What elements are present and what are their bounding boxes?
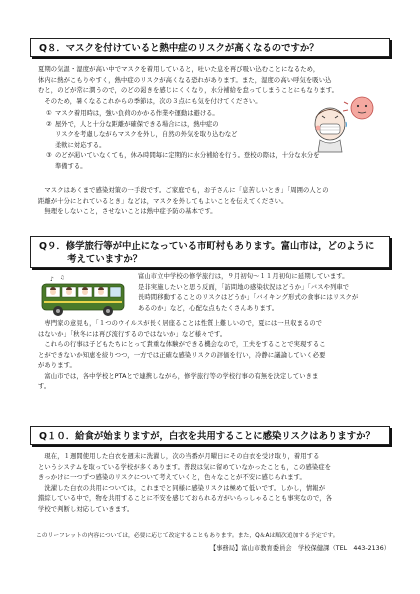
q9-intro-line: 長時間移動することのリスクはどうか」「バイキング形式の食事にはリスクが [138,294,359,301]
sun-icon [351,97,373,119]
list-item-number: ③ [46,152,52,159]
contact-info: 【事務局】富山市教育委員会 学校保健課（TEL 443-2136） [209,545,390,552]
q8-closing [38,186,388,218]
q10-body-line: 錯綜している中で，物を共用することに不安を感じておられる方がいらっしゃることも事実なので，各 [38,495,333,502]
list-item [46,151,395,172]
q9-title-line: 考えていますか？ [39,254,143,265]
q9-body-line: これらの行事は子どもたちにとって貴重な体験ができる機会なので，工夫をすることで実現するこ [38,341,326,348]
q8-intro-line: むと，のどが常に潤うので，のどの渇きを感じにくくなり，水分補給を怠ってしまうことにもなります。 [38,87,339,94]
footer-note [36,532,396,541]
q10-body-line: 学校で判断し対応していきます。 [38,505,134,513]
q9-body-line: 富山市では，各中学校とPTAとで連携しながら，修学旅行等の学校行事の有無を決定していきま [38,372,319,380]
q9-body-line: 専門家の意見も，「１つのウイルスが長く居座ることは性質上難しいので，夏には一旦収まるので [38,320,323,327]
q8-closing-line: 無理をしないこと，させないことは熱中症予防の基本です。 [38,208,217,215]
list-item-text: 柔軟に対応する。 [55,141,106,149]
q9-body-line: があります。 [38,362,76,369]
q10-heading-box [30,426,390,445]
q8-heading-box [30,38,390,57]
q10-body-line: 洗濯した白衣の共用については，これまでと同様に感染リスクは極めて低いです。しかし，情報が [38,484,326,492]
revision-note: このリーフレットの内容については，必要に応じて改定することもあります。また，Q＆Aは順次追加する予定です。 [36,533,339,539]
svg-text:♪: ♪ [50,276,54,283]
sweat-drop-icon [346,122,347,127]
masked-child-illustration [300,94,380,154]
q9-body-line: とができないか知恵を絞りつつ，一方では正確な感染リスクの評価を行い，冷静に議論していく必要 [38,351,326,359]
q9-body [38,319,390,393]
list-item-text: のどが渇いていなくても，休み時間毎に定期的に水分補給を行う。登校の際は，十分な水分を [55,152,320,159]
list-item-text: リスクを考慮しながらマスクを外し，自然の外気を取り込むなど [55,131,238,138]
list-item-number: ② [46,120,52,128]
list-item-text: マスク着用時は，強い負荷のかかる作業や運動は避ける。 [55,110,219,117]
list-item-text: 屋外で，人と十分な距離が確保できる場合には，熱中症の [55,120,219,128]
q9-intro-line: あるのか」など，心配な点もたくさんあります。 [138,304,279,312]
q8-intro-line: そのため，暑くなるこれからの季節は，次の３点にも気を付けてください。 [38,97,262,105]
list-item-text: 準備する。 [55,162,87,170]
q10-body-line: きっかけに一つずつ感染のリスクについて考えていくと，色々なことが不安に感じられます。 [38,474,306,481]
q8-closing-line: マスクはあくまで感染対策の一手段です。ご家庭でも，お子さんに「息苦しいとき」「周囲の人との [38,187,329,194]
footer-contact [210,544,390,553]
q9-intro-line: 是非実施したいと思う反面，「訪問地の感染状況はどうか」「バスや列車で [138,283,350,291]
q8-closing-line: 距離が十分にとれているとき」などは，マスクを外してもよいことを伝えてください。 [38,197,288,205]
svg-text:♫: ♫ [60,275,65,281]
q8-title: Q８．マスクを付けていると熱中症のリスクが高くなるのですか？ [39,43,319,54]
q10-body [38,452,390,515]
q9-intro [138,272,394,314]
q9-title-line: Q９．修学旅行等が中止になっている市町村もあります。富山市は，どのように [39,241,375,252]
q8-intro-line: 体内に熱がこもりやすく，熱中症のリスクが高くなる恐れがあります。また，湿度の高い呼気を吸い込 [38,76,332,84]
q9-body-line: す。 [38,383,51,390]
q10-body-line: 現在，１週間使用した白衣を週末に洗濯し，次の当番が月曜日にその白衣を受け取り，着用する [38,453,320,460]
q10-title: Q１０．給食が始まりますが，白衣を共用することに感染リスクはありますか？ [39,431,375,442]
mask-icon [320,124,340,134]
q9-heading-box [30,236,390,268]
bus-illustration [38,272,130,318]
list-item-number: ① [46,110,52,117]
q9-body-line: はないか」「秋冬には再び流行するのではないか」など様々です。 [38,330,227,338]
q8-intro-line: 夏期の気温・湿度が高い中でマスクを着用していると，吐いた息を再び吸い込むことになるため， [38,66,320,73]
q10-body-line: というシステムを取っている学校が多くあります。普段は気に留めていなかったことも，この感染症を [38,463,332,471]
q9-intro-line: 富山市立中学校の修学旅行は，９月初旬～１１月初旬に延期しています。 [138,273,349,280]
